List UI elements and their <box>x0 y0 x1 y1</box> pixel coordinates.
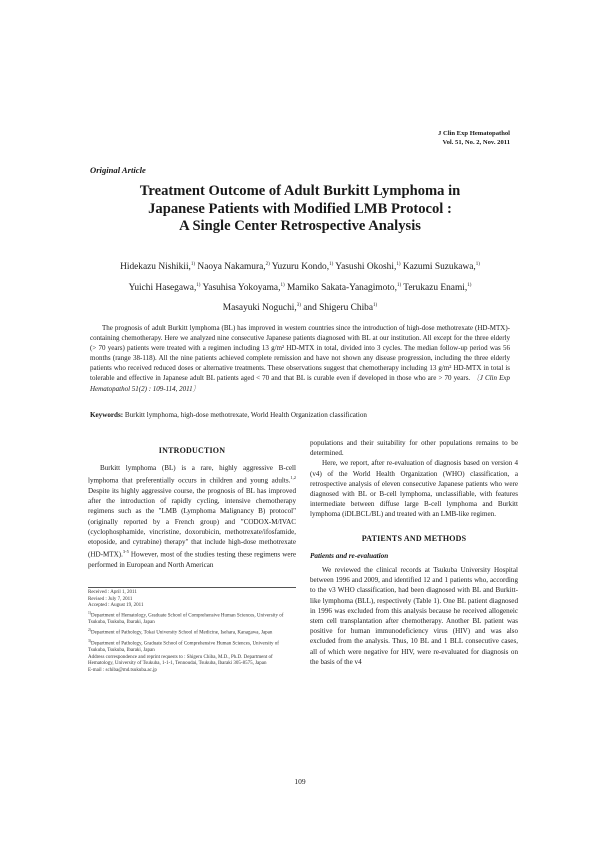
received-date: Received : April 1, 2011 <box>88 590 137 595</box>
footnotes <box>88 590 296 675</box>
affiliation-mark: 2) <box>88 628 91 633</box>
right-column <box>310 438 518 667</box>
title-line-3: A Single Center Retrospective Analysis <box>179 218 421 235</box>
accepted-date: Accepted : August 19, 2011 <box>88 603 144 609</box>
journal-volume: Vol. 51, No. 2, Nov. 2011 <box>442 139 510 146</box>
author-list <box>80 256 520 318</box>
author-affiliation: 1) <box>396 282 402 288</box>
author-affiliation: 1) <box>396 262 401 267</box>
page-number: 109 <box>294 777 306 786</box>
methods-heading: PATIENTS AND METHODS <box>361 533 467 543</box>
revised-date: Revised : July 7, 2011 <box>88 596 133 602</box>
affiliation-3 <box>88 638 296 655</box>
reference-marker: 1,2 <box>290 475 296 481</box>
title-line-2: Japanese Patients with Modified LMB Protocol : <box>148 200 452 217</box>
intro-text-b: Despite its highly aggressive course, the prognosis of BL has improved after the introduction of rapidly cycling, intensive chemotherapy regimens such as the "LMB (Lymphoma Malignancy B) protocol" (originally reported by a French group) and "CODOX-M/IVAC (cyclophosphamide, vincristine, doxorubicin, methotrexate/ifosfamide, etoposide, and cytrabine) therapy" that include high-dose methotrexate (HD-MTX). <box>88 486 296 559</box>
continued-paragraph: populations and their suitability for other populations remains to be determined. <box>310 439 518 458</box>
affiliation-text: Department of Pathology, Tokai University School of Medicine, Isehara, Kanagawa, Japan <box>91 630 273 636</box>
author-name: Yasuhisa Yokoyama, <box>202 282 281 293</box>
intro-text-c: However, most of the studies testing these regimens were performed in European and North American <box>88 550 296 569</box>
journal-header <box>438 129 510 147</box>
author-affiliation: 1) <box>373 303 378 309</box>
intro-text-a: Burkitt lymphoma (BL) is a rare, highly aggressive B-cell lymphoma that preferentially occurs in children and young adults. <box>88 464 296 485</box>
author-affiliation: 1) <box>190 262 196 267</box>
author-name: Masayuki Noguchi, <box>222 303 297 314</box>
introduction-paragraph <box>88 463 296 570</box>
footnote-divider <box>88 587 296 588</box>
author-affiliation: 3) <box>296 303 301 309</box>
affiliation-1 <box>88 610 296 627</box>
introduction-heading: INTRODUCTION <box>158 446 226 455</box>
methods-paragraph: We reviewed the clinical records at Tsukuba University Hospital between 1996 and 2009, and identified 12 and 1 patients who, according to the v3 WHO classification, had been diagnosed with BL and Burkitt-like lymphoma (BLL), respectively (Table 1). One BL patient diagnosed in 1996 was excluded from this analysis because he received allogeneic stem cell transplantation after chemotherapy. Another BL patient was positive for human immunodeficiency virus (HIV) and was also excluded from the analysis. Thus, 10 BL and 1 BLL consecutive cases, all of which were negative for HIV, were re-evaluated for diagnosis on the basis of the v4 <box>310 566 518 666</box>
abstract-text: The prognosis of adult Burkitt lymphoma (BL) has improved in western countries since the introduction of high-dose methotrexate (HD-MTX)-containing chemotherapy. Here we analyzed nine consecutive Japanese patients diagnosed with BL at our institution. All except for the three elderly (> 70 years) patients were treated with a regimen including 13 g/m² HD-MTX in total, divided into 3 cycles. The median follow-up period was 56 months (range 38-118). All the nine patients achieved complete remission and have not shown any disease progression, including the three elderly patients who received reduced doses or alternative treatments. These observations suggest that chemotherapy including 13 g/m² HD-MTX in total is tolerable and effective in Japanese adult BL patients aged < 70 and that BL is curable even if developed in those who are > 70 years. <box>90 324 510 383</box>
author-name: Yasushi Okoshi, <box>335 262 397 273</box>
author-affiliation: 2) <box>265 262 270 267</box>
author-name: Yuichi Hasegawa, <box>128 282 197 293</box>
keywords-text: Burkitt lymphoma, high-dose methotrexate, World Health Organization classification <box>124 411 367 419</box>
abstract-citation: 〔J Clin Exp Hematopathol 51(2) : 109-114, 2011〕 <box>90 374 511 393</box>
author-affiliation: 1) <box>467 282 472 288</box>
reference-marker: 3-5 <box>122 549 129 555</box>
author-name: Naoya Nakamura, <box>197 262 266 273</box>
correspondence-address: Address correspondence and reprint requests to : Shigeru Chiba, M.D., Ph.D. Department of Hematology, University of Tsukuba, 1-1-1, Tennoudai, Tsukuba, Ibaraki 305-8575, Japan <box>88 654 273 667</box>
journal-name: J Clin Exp Hematopathol <box>438 130 510 137</box>
keywords <box>90 411 510 419</box>
report-paragraph: Here, we report, after re-evaluation of diagnosis based on version 4 (v4) of the World Health Organization (WHO) classification, a retrospective analysis of eleven consecutive Japanese patients who were diagnosed with BL or B-cell lymphoma, unclassifiable, with features intermediate between diffuse large B-cell lymphoma and Burkitt lymphoma (iDLBCL/BL) and treated with an LMB-like regimen. <box>310 459 518 519</box>
affiliation-mark: 1) <box>88 611 91 616</box>
author-name: Kazumi Suzukawa, <box>402 262 476 273</box>
article-type: Original Article <box>90 165 146 175</box>
abstract <box>90 323 510 394</box>
keywords-label: Keywords: <box>90 411 124 419</box>
left-column <box>88 446 296 570</box>
author-name: Mamiko Sakata-Yanagimoto, <box>286 282 397 293</box>
affiliation-mark: 3) <box>88 638 91 643</box>
author-name: and Shigeru Chiba <box>303 303 374 314</box>
author-name: Yuzuru Kondo, <box>271 262 330 273</box>
correspondence-email: E-mail : schiba@md.tsukuba.ac.jp <box>88 668 157 673</box>
author-name: Hidekazu Nishikii, <box>120 262 191 273</box>
author-affiliation: 1) <box>280 282 285 288</box>
methods-subheading: Patients and re-evaluation <box>310 551 389 560</box>
affiliation-2 <box>88 627 296 637</box>
affiliation-text: Department of Hematology, Graduate School of Comprehensive Human Sciences, University of Tsukuba, Tsukuba, Ibaraki, Japan <box>88 613 284 626</box>
affiliation-text: Department of Pathology, Graduate School of Comprehensive Human Sciences, University of Tsukuba, Tsukuba, Ibaraki, Japan <box>88 641 279 653</box>
author-name: Terukazu Enami, <box>403 282 468 293</box>
author-affiliation: 1) <box>196 282 201 288</box>
author-affiliation: 1) <box>475 262 480 267</box>
author-affiliation: 1) <box>329 262 334 267</box>
article-title <box>60 183 540 236</box>
title-line-1: Treatment Outcome of Adult Burkitt Lymphoma in <box>139 183 461 199</box>
